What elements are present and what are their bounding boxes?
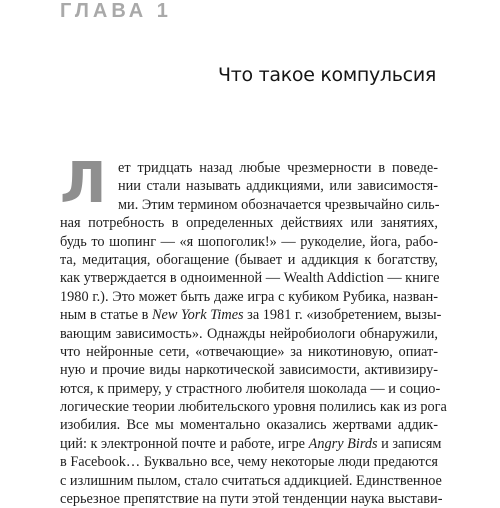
text-segment: ную и прочие виды наркотической зависимости, активизиру-	[60, 362, 438, 379]
text-segment: ет тридцать назад любые чрезмерности в поведе-	[118, 160, 438, 176]
body-paragraph	[60, 159, 447, 508]
text-line	[118, 196, 438, 214]
text-segment: и записям	[377, 435, 442, 452]
text-segment: как утверждается в одноименной — Wealth Addiction — книге	[60, 270, 440, 287]
text-line	[60, 435, 442, 453]
text-line	[60, 472, 442, 490]
text-line	[60, 453, 438, 471]
text-line	[60, 490, 443, 508]
chapter-title: Что такое компульсия	[218, 64, 436, 86]
text-line	[118, 177, 438, 195]
text-line	[60, 233, 438, 251]
text-line	[60, 325, 438, 343]
text-segment: та, медитация, обогащение (бывает и аддикция к богатству,	[60, 251, 438, 268]
text-segment: ным в статье в	[60, 307, 152, 324]
text-segment: нии стали называть аддикциями, или зависимостя-	[118, 178, 438, 195]
text-segment: в Facebook… Буквально все, чему некоторые люди предаются	[60, 454, 438, 471]
text-segment: будь то шопинг — «я шопоголик!» — рукоделие, йога, рабо-	[60, 233, 438, 250]
text-line	[60, 269, 438, 287]
text-line	[60, 288, 438, 306]
italic-text: Angry Birds	[308, 435, 378, 452]
text-line	[60, 306, 442, 324]
text-segment: изобилия. Все мы моментально оказались жертвами аддик-	[60, 417, 438, 434]
text-line	[60, 416, 438, 434]
text-line	[60, 361, 438, 379]
chapter-number-label: ГЛАВА 1	[60, 0, 172, 22]
text-segment: ются, к примеру, у страстного любителя шоколада — и социо-	[60, 380, 441, 397]
text-line	[118, 159, 438, 177]
italic-text: New York Times	[151, 307, 244, 324]
text-segment: ная потребность в определенных действиях или занятиях,	[60, 215, 438, 232]
text-segment: что нейронные сети, «отвечающие» за никотиновую, опиат-	[60, 343, 438, 360]
text-segment: 1980 г.). Это может быть даже игра с кубиком Рубика, назван-	[60, 288, 438, 305]
text-segment: с излишним пылом, стало считаться аддикцией. Единственное	[60, 472, 442, 489]
text-line	[60, 380, 441, 398]
text-segment: серьезное препятствие на пути этой тенденции наука выстави-	[60, 491, 443, 508]
text-line	[60, 214, 438, 232]
text-segment: вающим зависимость». Однажды нейробиологи обнаружили,	[60, 325, 438, 342]
text-segment: за 1981 г. «изобретением, вызы-	[243, 307, 442, 324]
text-segment: ми. Этим термином обозначается чрезвычайно силь-	[118, 196, 440, 213]
text-segment: ций: к электронной почте и работе, игре	[60, 435, 309, 452]
text-line	[60, 251, 438, 269]
text-segment: логические теории любительского уровня полились как из рога	[60, 399, 447, 416]
text-line	[60, 343, 438, 361]
drop-cap-letter: Л	[60, 151, 107, 216]
text-line	[60, 398, 447, 416]
